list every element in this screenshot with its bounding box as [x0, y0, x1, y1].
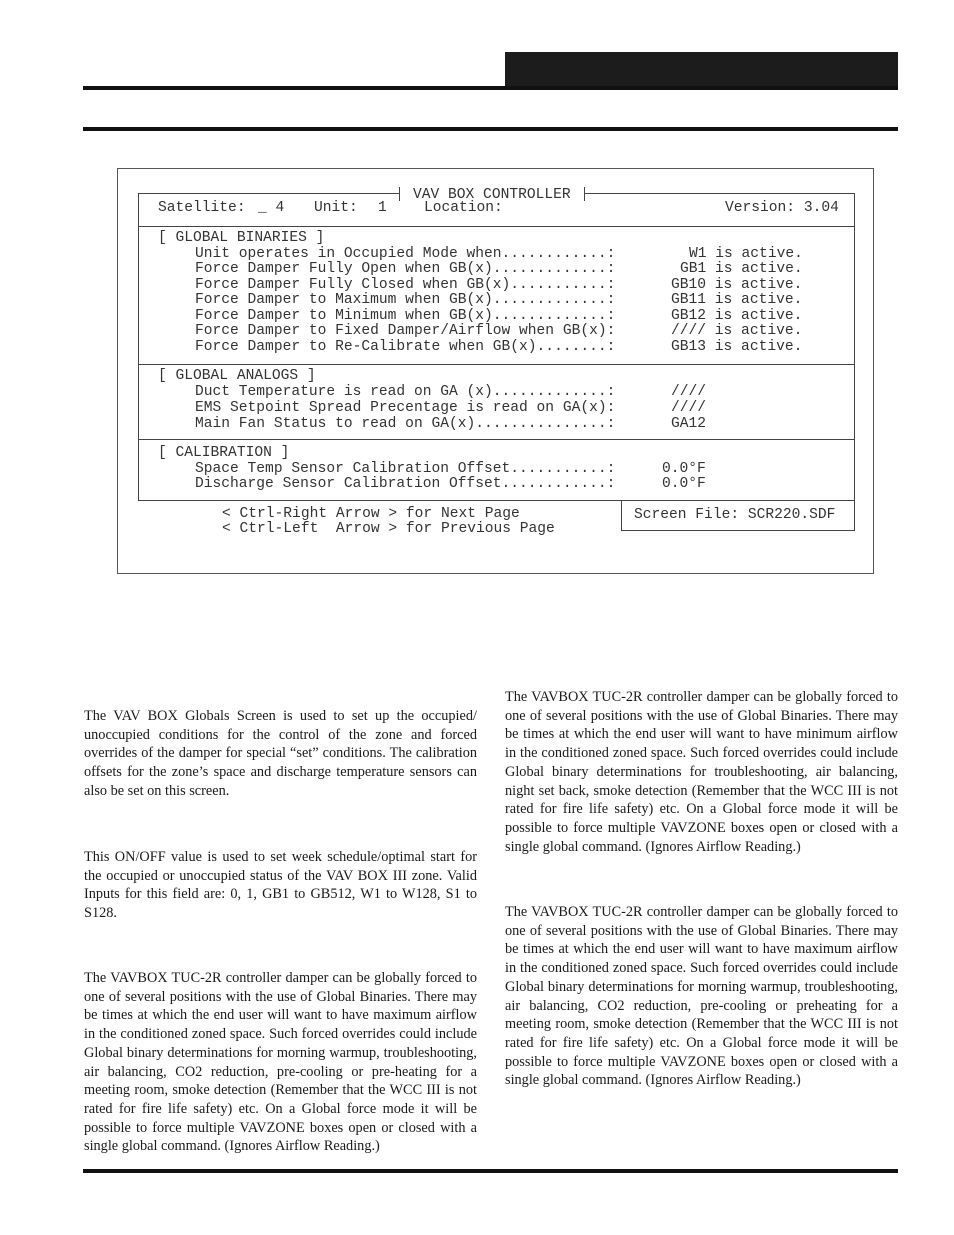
- binary-row-label: Force Damper Fully Open when GB(x).............:: [195, 261, 616, 277]
- analogs-separator: [139, 439, 854, 440]
- screen-file-label: Screen File: SCR220.SDF: [634, 507, 836, 523]
- satellite-label: Satellite:: [158, 200, 246, 216]
- binary-row-value[interactable]: GB12 is active.: [671, 307, 803, 324]
- paragraph-force-closed: The VAVBOX TUC-2R controller damper can be globally forced to one of several positions with the use of Global Binaries. There may be times at which the end user will want to have minimum airflow in the conditioned zoned space. Such forced overrides could include Global binary determinations for troubleshooting, air balancing, night set back, smoke detection (Remember that the WCC III is not rated for fire life safety) etc. On a Global force mode it will be possible to force multiple VAVZONE boxes open or closed with a single global command. (Ignores Airflow Reading.): [505, 689, 898, 855]
- binary-row-label: Force Damper Fully Closed when GB(x)...........:: [195, 276, 616, 293]
- satellite-value[interactable]: _ 4: [258, 200, 285, 216]
- nav-next-hint: < Ctrl-Right Arrow > for Next Page: [222, 506, 520, 522]
- unit-value[interactable]: 1: [378, 200, 387, 216]
- calibration-row-value[interactable]: 0.0°F: [662, 476, 706, 492]
- binary-row-value[interactable]: GB10 is active.: [671, 276, 803, 293]
- paragraph-occupied-mode: This ON/OFF value is used to set week schedule/optimal start for the occupied or unoccupied status of the VAV BOX III zone. Valid Inputs for this field are: 0, 1, GB1 to GB512, W1 to W128, S1 to S128.: [84, 849, 477, 922]
- second-rule: [83, 127, 898, 131]
- binary-row-value[interactable]: GB13 is active.: [671, 338, 803, 355]
- binary-row-label: Force Damper to Re-Calibrate when GB(x)........:: [195, 338, 616, 355]
- global-binaries-heading: [ GLOBAL BINARIES ]: [158, 230, 325, 246]
- nav-prev-hint: < Ctrl-Left Arrow > for Previous Page: [222, 521, 555, 537]
- global-analogs-heading: [ GLOBAL ANALOGS ]: [158, 368, 316, 384]
- header-separator: [139, 226, 854, 227]
- binary-row-value[interactable]: GB11 is active.: [671, 292, 803, 308]
- calibration-row-label: Discharge Sensor Calibration Offset............:: [195, 476, 616, 492]
- location-label: Location:: [424, 200, 503, 216]
- paragraph-force-open: The VAVBOX TUC-2R controller damper can be globally forced to one of several positions with the use of Global Binaries. There may be times at which the end user will want to have maximum airflow in the conditioned zoned space. Such forced overrides could include Global binary determinations for morning warmup, troubleshooting, air balancing, CO2 reduction, pre-cooling or pre-heating for a meeting room, smoke detection (Remember that the WCC III is not rated for fire life safety) etc. On a Global force mode it will be possible to force multiple VAVZONE boxes open or closed with a single global command. (Ignores Airflow Reading.): [84, 970, 477, 1155]
- bottom-rule: [83, 1169, 898, 1173]
- top-rule: [83, 86, 898, 90]
- binary-row-value[interactable]: W1 is active.: [689, 245, 803, 262]
- panel-title: VAV BOX CONTROLLER: [413, 187, 571, 203]
- analog-row-label: Duct Temperature is read on GA (x).............:: [195, 384, 616, 400]
- binaries-separator: [139, 364, 854, 365]
- paragraph-screen-overview: The VAV BOX Globals Screen is used to set up the occupied/ unoccupied conditions for the control of the zone and forced overrides of the damper for special “set” conditions. The calibration offsets for the zone’s space and discharge temperature sensors can also be set on this screen.: [84, 708, 477, 799]
- analog-row-label: Main Fan Status to read on GA(x)...............:: [195, 416, 616, 432]
- binary-row-value[interactable]: GB1 is active.: [680, 261, 803, 277]
- binary-row-label: Unit operates in Occupied Mode when............:: [195, 245, 616, 262]
- header-bar: [505, 52, 898, 88]
- binary-row-label: Force Damper to Maximum when GB(x).............:: [195, 292, 616, 308]
- analog-row-label: EMS Setpoint Spread Precentage is read on GA(x):: [195, 400, 616, 416]
- analog-row-value[interactable]: GA12: [671, 416, 707, 432]
- analog-row-value[interactable]: ////: [671, 384, 707, 400]
- binary-row-value[interactable]: //// is active.: [671, 323, 803, 339]
- screen-file-box: [621, 500, 855, 531]
- calibration-heading: [ CALIBRATION ]: [158, 445, 290, 461]
- calibration-row-label: Space Temp Sensor Calibration Offset...........:: [195, 461, 616, 477]
- calibration-row-value[interactable]: 0.0°F: [662, 461, 706, 477]
- binary-row-label: Force Damper to Minimum when GB(x).............:: [195, 307, 616, 324]
- version-text: Version: 3.04: [725, 200, 839, 216]
- binary-row-label: Force Damper to Fixed Damper/Airflow when GB(x):: [195, 323, 616, 339]
- unit-label: Unit:: [314, 200, 358, 216]
- analog-row-value[interactable]: ////: [671, 400, 707, 416]
- paragraph-force-maximum: The VAVBOX TUC-2R controller damper can be globally forced to one of several positions with the use of Global Binaries. There may be times at which the end user will want to have maximum airflow in the conditioned zoned space. Such forced overrides could include Global binary determinations for morning warmup, troubleshooting, air balancing, CO2 reduction, pre-cooling or preheating for a meeting room, smoke detection (Remember that the WCC III is not rated for fire life safety) etc. On a Global force mode it will be possible to force multiple VAVZONE boxes open or closed with a single global command. (Ignores Airflow Reading.): [505, 904, 898, 1089]
- controller-panel: [138, 187, 855, 501]
